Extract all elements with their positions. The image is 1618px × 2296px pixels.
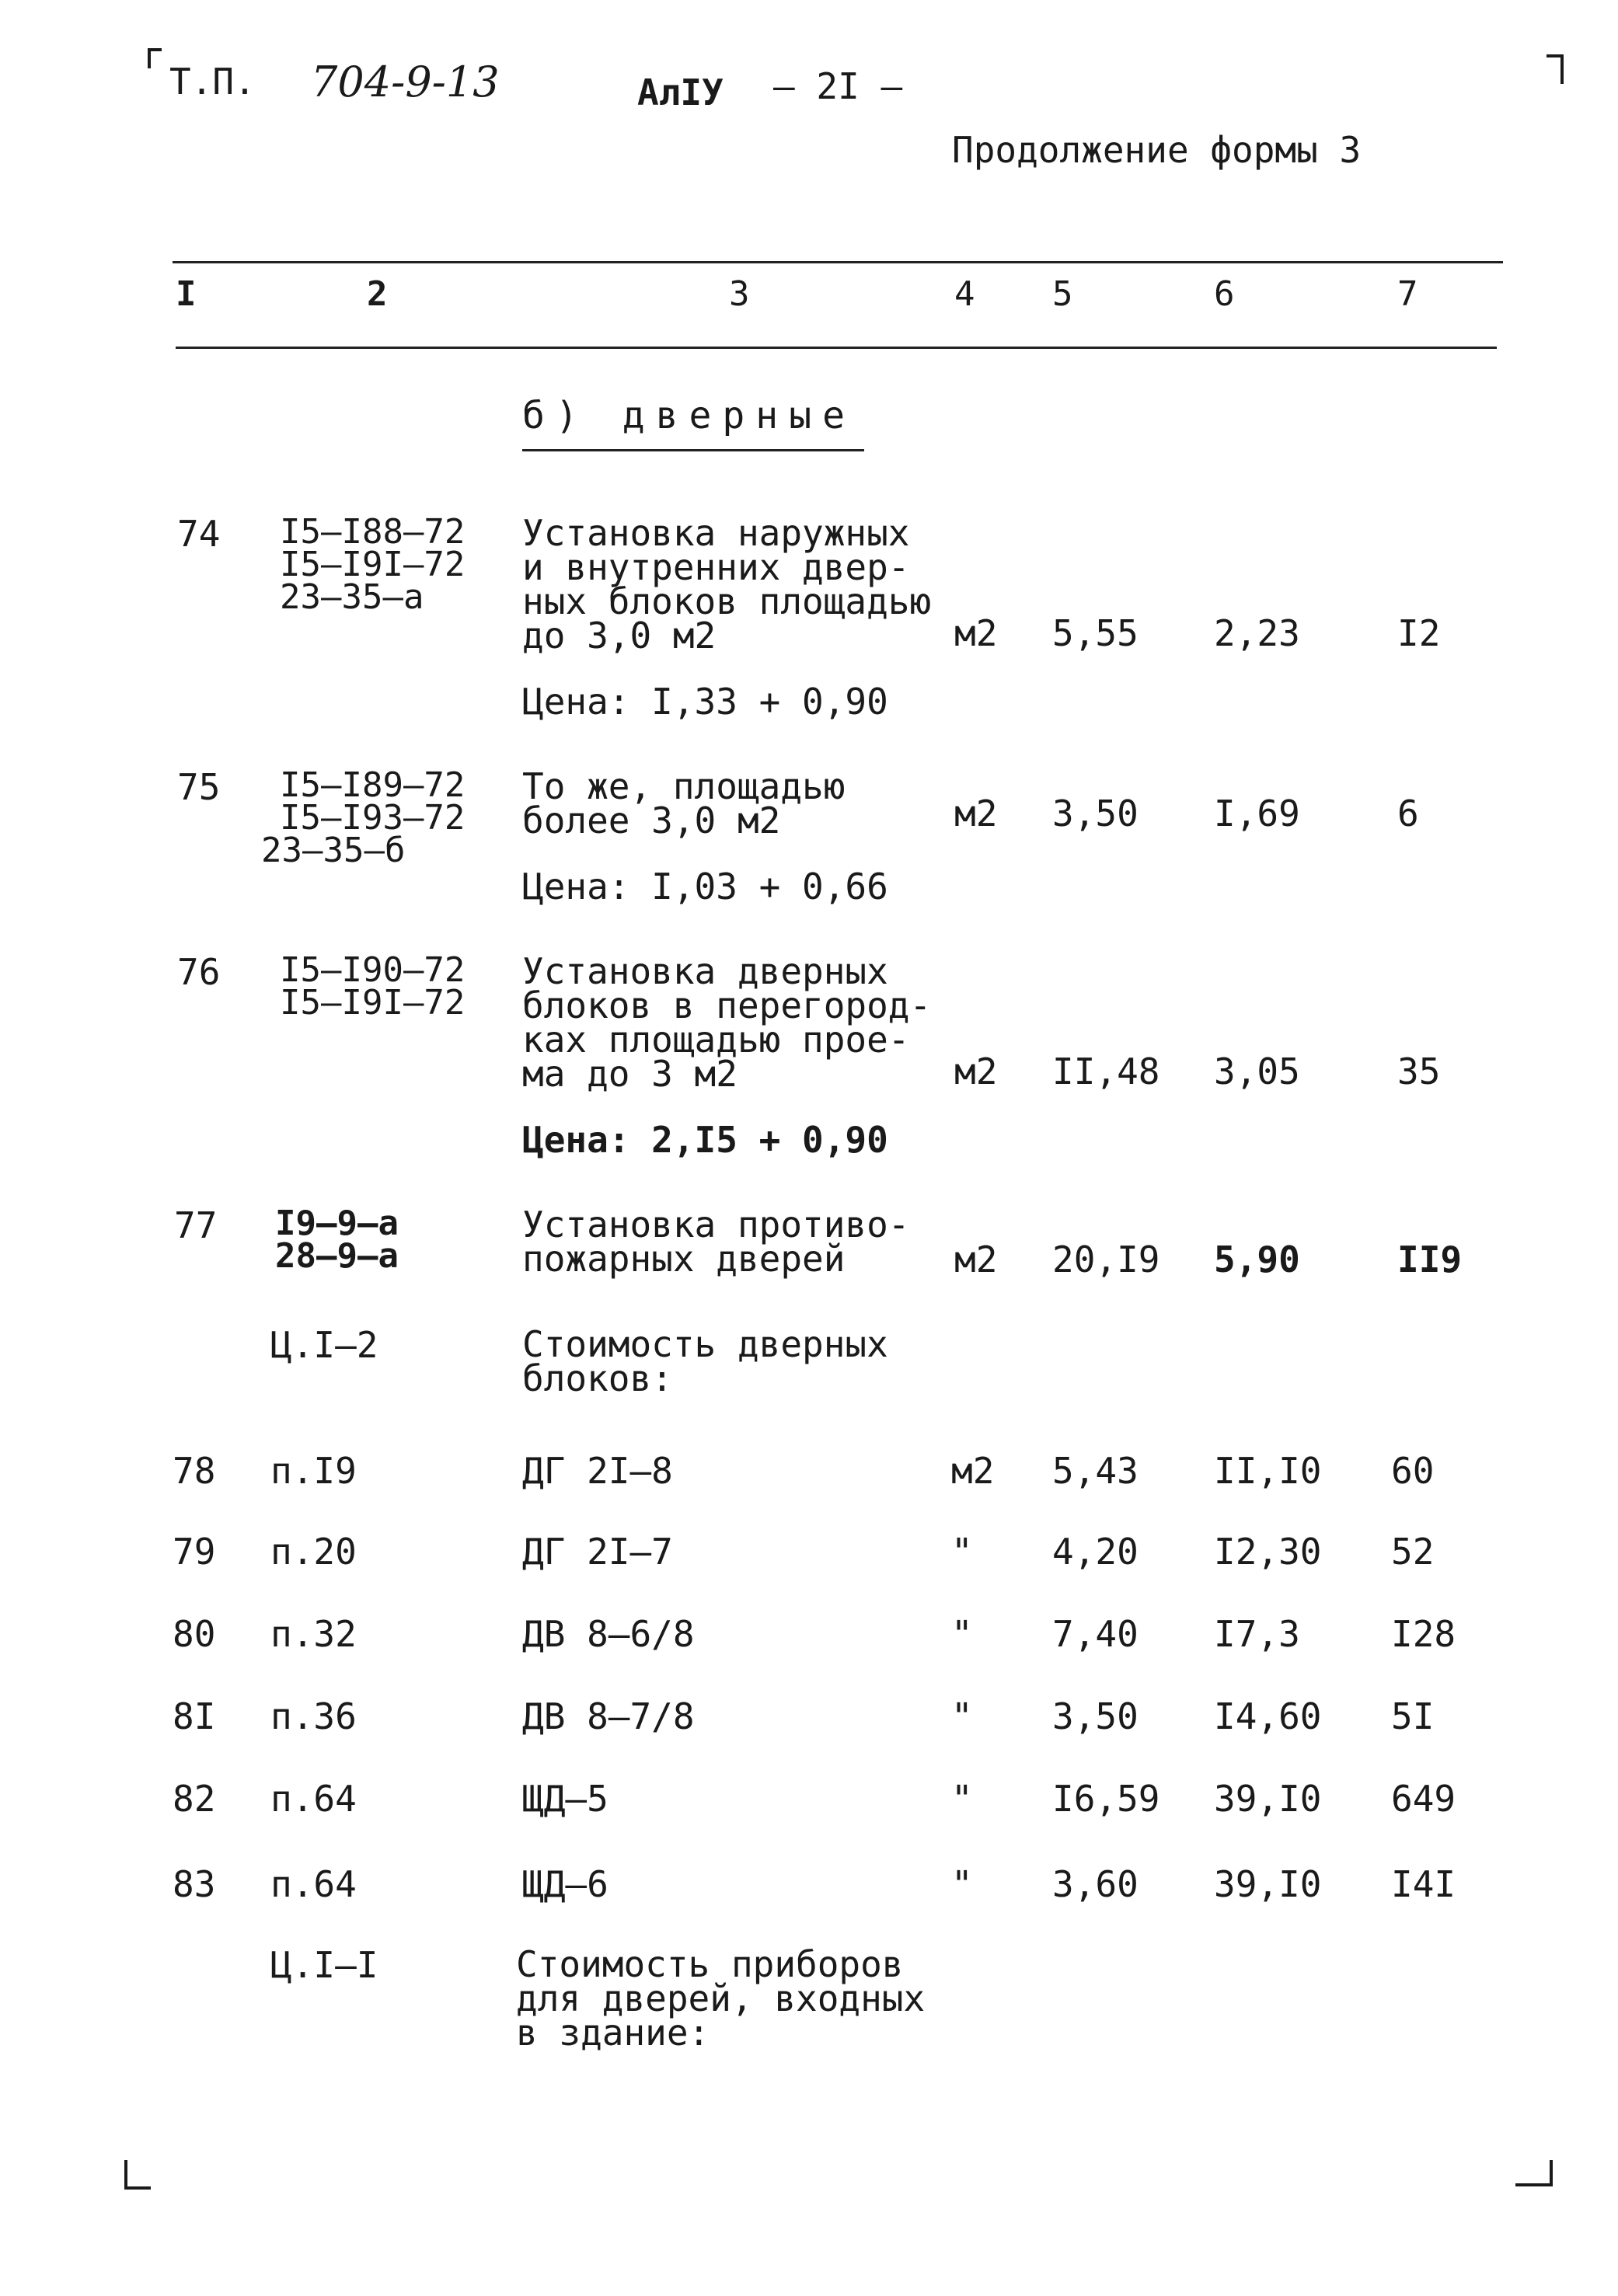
section-title-underline (522, 449, 864, 451)
col-header-1: I (176, 274, 197, 314)
row-price: 39,I0 (1214, 1778, 1322, 1820)
row-total: 649 (1391, 1778, 1456, 1820)
row-number: 74 (177, 513, 221, 555)
row-description: Установка наружных и внутренних двер- ных блоков площадью до 3,0 м2 (522, 512, 932, 657)
subsection-code: Ц.I–2 (270, 1324, 378, 1366)
col-header-4: 4 (954, 274, 975, 314)
row-ref: п.64 (270, 1778, 357, 1820)
corner-mark-top-right (1547, 54, 1564, 84)
row-qty: 5,43 (1052, 1450, 1139, 1492)
row-total: I28 (1391, 1613, 1456, 1655)
row-qty: 5,55 (1052, 612, 1139, 654)
row-total: 60 (1391, 1450, 1435, 1492)
row-price-note: Цена: I,33 + 0,90 (522, 681, 888, 723)
row-qty: II,48 (1052, 1050, 1160, 1092)
row-ref: п.32 (270, 1613, 357, 1655)
col-header-6: 6 (1214, 274, 1235, 314)
row-number: 80 (173, 1613, 216, 1655)
row-number: 77 (174, 1204, 218, 1246)
row-codes: I5–I89–72 I5–I93–72 23–35–б (261, 765, 466, 870)
subsection-description: Стоимость дверных блоков: (522, 1323, 888, 1399)
row-price: I4,60 (1214, 1695, 1322, 1737)
row-codes: I5–I88–72 I5–I9I–72 23–35–а (280, 512, 466, 617)
row-unit: м2 (951, 1450, 995, 1492)
row-price: I2,30 (1214, 1531, 1322, 1573)
row-name: ЩД–5 (522, 1778, 608, 1820)
row-total: I2 (1397, 612, 1441, 654)
album-label: АлIУ (637, 71, 724, 113)
row-unit: " (951, 1613, 973, 1655)
corner-mark-bottom-left (124, 2160, 151, 2190)
corner-mark-bottom-right (1515, 2160, 1553, 2186)
col-header-7: 7 (1397, 274, 1418, 314)
row-price: 2,23 (1214, 612, 1300, 654)
row-qty: 3,50 (1052, 1695, 1139, 1737)
row-description: Установка дверных блоков в перегород- ках площадью прое- ма до 3 м2 (522, 950, 932, 1095)
row-price-note: Цена: I,03 + 0,66 (522, 866, 888, 908)
table-header-rule (176, 347, 1497, 349)
row-ref: п.64 (270, 1863, 357, 1905)
row-qty: I6,59 (1052, 1778, 1160, 1820)
row-unit: " (951, 1863, 973, 1905)
row-ref: п.I9 (270, 1450, 357, 1492)
doc-number: 704-9-13 (311, 57, 500, 106)
row-ref: п.36 (270, 1695, 357, 1737)
row-name: ДВ 8–6/8 (522, 1613, 695, 1655)
row-description: Установка противо- пожарных дверей (522, 1204, 910, 1280)
row-name: ЩД–6 (522, 1863, 608, 1905)
row-unit: м2 (954, 793, 998, 834)
row-number: 76 (177, 951, 221, 993)
row-unit: м2 (954, 612, 998, 654)
row-price-note: Цена: 2,I5 + 0,90 (522, 1119, 888, 1161)
row-name: ДГ 2I–7 (522, 1531, 673, 1573)
row-qty: 4,20 (1052, 1531, 1139, 1573)
corner-mark-top-left (148, 48, 162, 68)
page-number: — 2I — (773, 65, 903, 107)
row-number: 75 (177, 766, 221, 808)
row-total: 6 (1397, 793, 1419, 834)
row-qty: 3,50 (1052, 793, 1139, 834)
row-price: II,I0 (1214, 1450, 1322, 1492)
row-total: 5I (1391, 1695, 1435, 1737)
row-qty: 20,I9 (1052, 1239, 1160, 1280)
subsection-description: Стоимость приборов для дверей, входных в здание: (516, 1943, 926, 2054)
row-qty: 3,60 (1052, 1863, 1139, 1905)
row-name: ДВ 8–7/8 (522, 1695, 695, 1737)
row-ref: п.20 (270, 1531, 357, 1573)
continuation-note: Продолжение формы 3 (952, 129, 1362, 171)
row-unit: м2 (954, 1239, 998, 1280)
row-description: То же, площадью более 3,0 м2 (522, 765, 846, 841)
col-header-3: 3 (729, 274, 750, 314)
row-total: I4I (1391, 1863, 1456, 1905)
row-price: 5,90 (1214, 1239, 1300, 1280)
row-unit: " (951, 1778, 973, 1820)
row-unit: " (951, 1695, 973, 1737)
row-total: 35 (1397, 1050, 1441, 1092)
row-codes: I9–9–а 28–9–а (275, 1204, 399, 1276)
row-price: 3,05 (1214, 1050, 1300, 1092)
table-top-rule (173, 261, 1503, 263)
row-number: 8I (173, 1695, 216, 1737)
row-price: I7,3 (1214, 1613, 1300, 1655)
doc-prefix: Т.П. (169, 61, 256, 103)
col-header-5: 5 (1052, 274, 1073, 314)
row-number: 78 (173, 1450, 216, 1492)
row-unit: м2 (954, 1050, 998, 1092)
row-number: 82 (173, 1778, 216, 1820)
subsection-code: Ц.I–I (270, 1944, 378, 1986)
row-codes: I5–I90–72 I5–I9I–72 (280, 950, 466, 1023)
row-price: 39,I0 (1214, 1863, 1322, 1905)
row-number: 83 (173, 1863, 216, 1905)
row-number: 79 (173, 1531, 216, 1573)
row-name: ДГ 2I–8 (522, 1450, 673, 1492)
row-total: 52 (1391, 1531, 1435, 1573)
row-total: II9 (1397, 1239, 1463, 1280)
row-unit: " (951, 1531, 973, 1573)
row-qty: 7,40 (1052, 1613, 1139, 1655)
col-header-2: 2 (367, 274, 388, 314)
section-title: б) дверные (522, 394, 856, 437)
row-price: I,69 (1214, 793, 1300, 834)
